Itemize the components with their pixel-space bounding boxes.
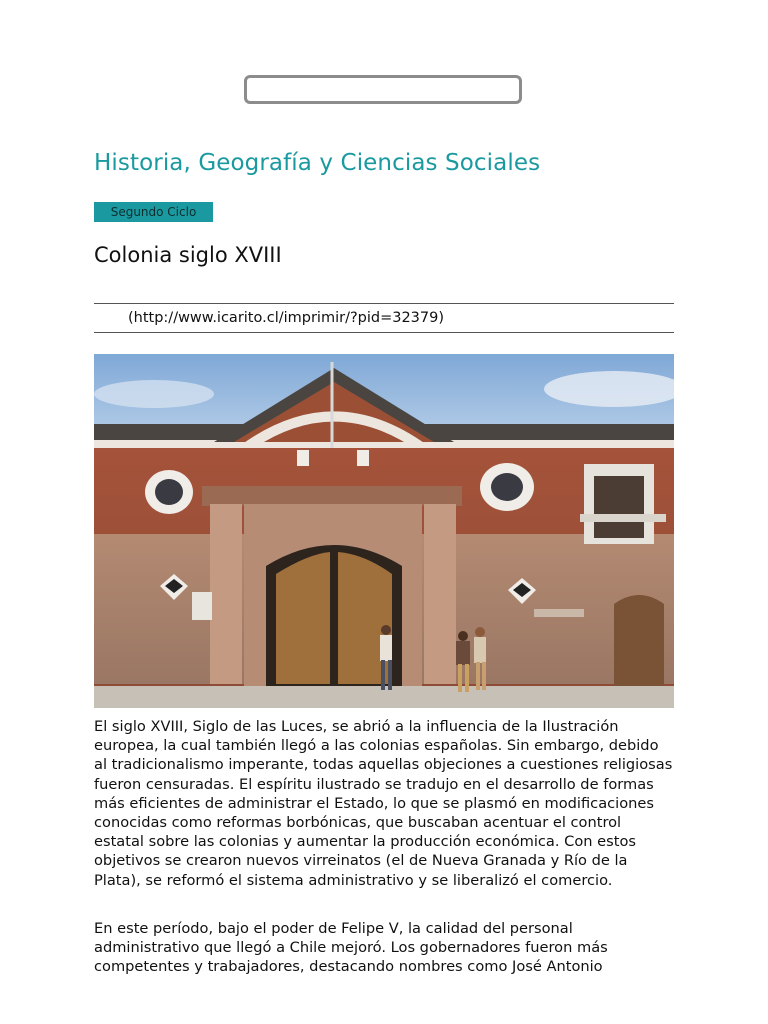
- source-url[interactable]: (http://www.icarito.cl/imprimir/?pid=32379): [128, 310, 445, 326]
- cycle-badge: Segundo Ciclo: [94, 202, 213, 222]
- site-logo-placeholder: [244, 75, 522, 104]
- paragraph: El siglo XVIII, Siglo de las Luces, se abrió a la influencia de la Ilustración europea, la cual también llegó a las colonias españolas. Sin embargo, debido al tradicionalismo imperante, todas aquellas objeciones a cuestiones religiosas fueron censuradas. El espíritu ilustrado se tradujo en el desarrollo de formas más eficientes de administrar el Estado, lo que se plasmó en modificaciones conocidas como reformas borbónicas, que buscaban acentuar el control estatal sobre las colonias y aumentar la producción económica. Con estos objetivos se crearon nuevos virreinatos (el de Nueva Granada y Río de la Plata), se reformó el sistema administrativo y se liberalizó el comercio.: [94, 718, 673, 889]
- paragraph: En este período, bajo el poder de Felipe V, la calidad del personal administrativo que llegó a Chile mejoró. Los gobernadores fueron más competentes y trabajadores, destacando nombres como José Antonio: [94, 920, 608, 976]
- colonial-building-photo: [94, 354, 674, 708]
- page-title: Colonia siglo XVIII: [94, 243, 282, 267]
- subject-heading: Historia, Geografía y Ciencias Sociales: [94, 150, 541, 176]
- source-url-bar: [94, 303, 674, 333]
